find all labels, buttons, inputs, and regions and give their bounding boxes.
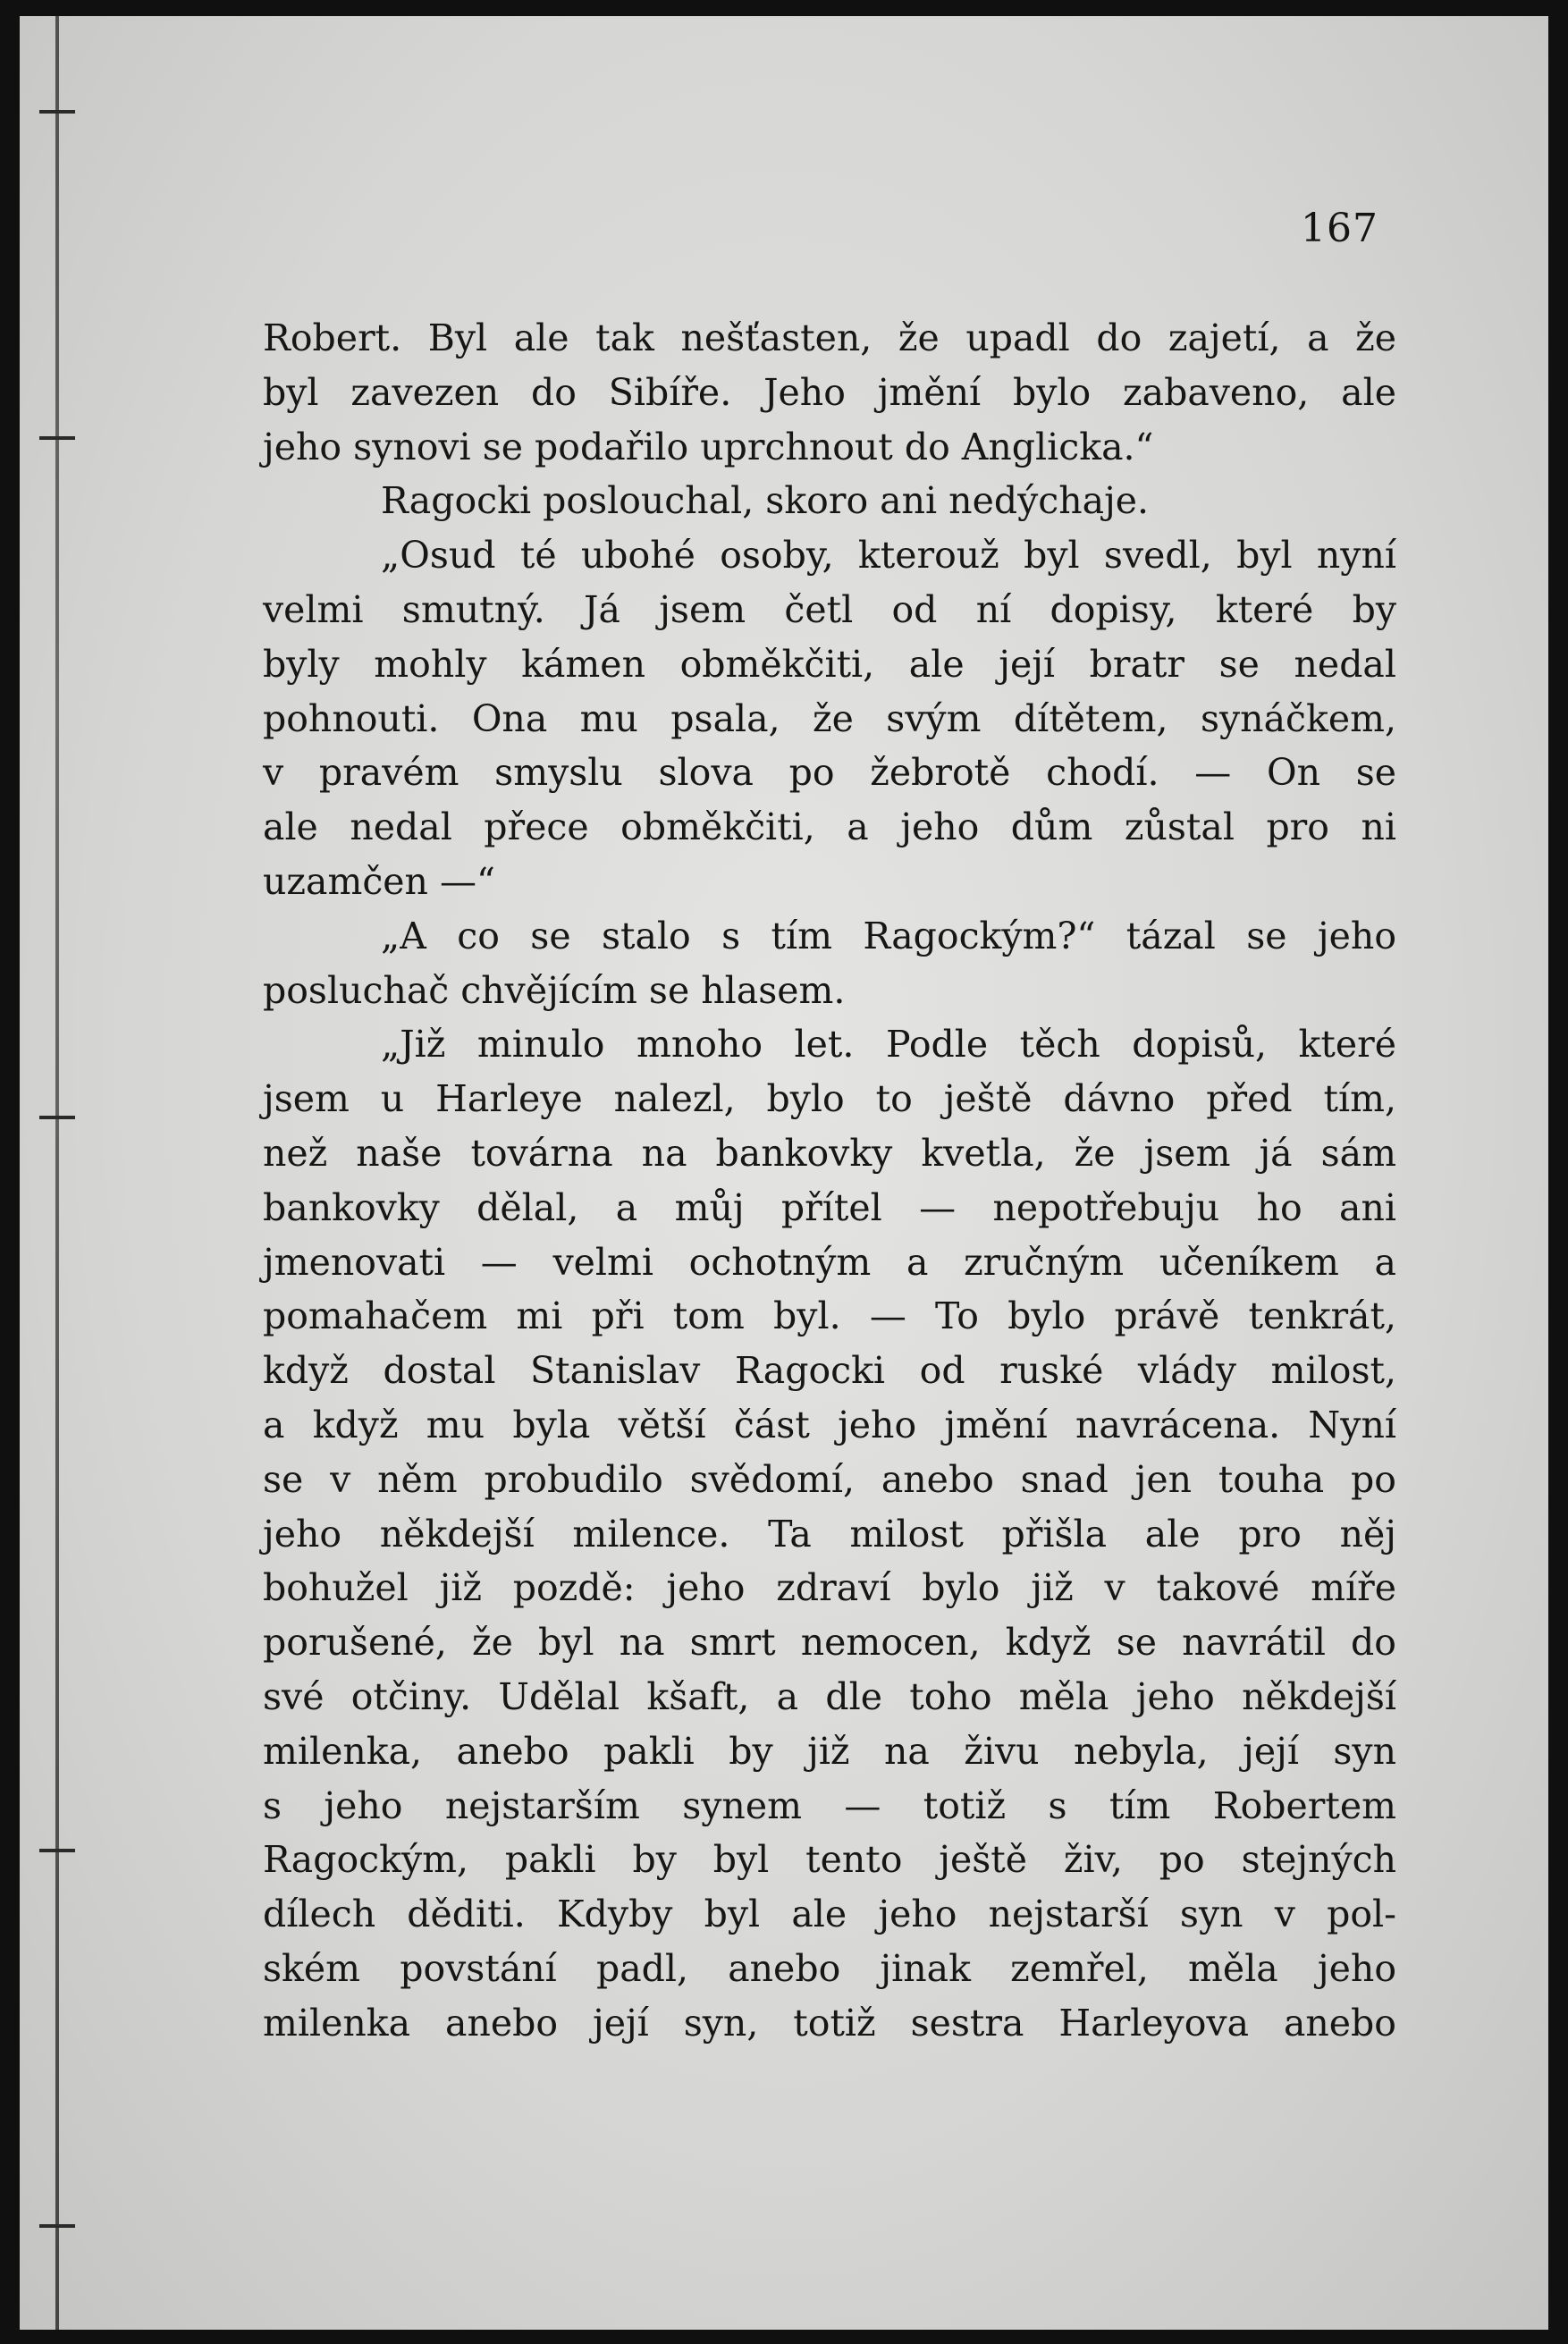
text-line: „Osud té ubohé osoby, kterouž byl svedl, byl nyní bbox=[381, 534, 1396, 578]
binding-mark bbox=[39, 2224, 75, 2228]
text-line: jsem u Harleye nalezl, bylo to ještě dávno před tím, bbox=[263, 1077, 1396, 1121]
binding-edge bbox=[55, 16, 59, 2330]
text-line: Ragockým, pakli by byl tento ještě živ, po stejných bbox=[263, 1838, 1396, 1882]
text-line: ském povstání padl, anebo jinak zemřel, měla jeho bbox=[263, 1946, 1396, 1990]
text-line: dílech děditi. Kdyby byl ale jeho nejstarší syn v pol- bbox=[263, 1893, 1396, 1936]
text-line: bankovky dělal, a můj přítel — nepotřebuju ho ani bbox=[263, 1185, 1396, 1229]
text-line: Ragocki poslouchal, skoro ani nedýchaje. bbox=[381, 479, 1150, 523]
text-line: jmenovati — velmi ochotným a zručným učeníkem a bbox=[263, 1240, 1396, 1284]
binding-mark bbox=[39, 436, 75, 440]
text-line: když dostal Stanislav Ragocki od ruské vlády milost, bbox=[263, 1349, 1396, 1393]
page-number: 167 bbox=[1301, 206, 1378, 251]
text-line: porušené, že byl na smrt nemocen, když se navrátil do bbox=[263, 1621, 1396, 1665]
text-line: byly mohly kámen obměkčiti, ale její bratr se nedal bbox=[263, 642, 1396, 686]
text-line: pomahačem mi při tom byl. — To bylo právě tenkrát, bbox=[263, 1294, 1396, 1338]
binding-mark bbox=[39, 110, 75, 114]
text-line: uzamčen —“ bbox=[263, 859, 495, 903]
text-line: posluchač chvějícím se hlasem. bbox=[263, 968, 846, 1012]
text-line: „A co se stalo s tím Ragockým?“ tázal se jeho bbox=[381, 914, 1396, 957]
text-line: své otčiny. Udělal kšaft, a dle toho měla jeho někdejší bbox=[263, 1674, 1396, 1718]
text-line: bohužel již pozdě: jeho zdraví bylo již v takové míře bbox=[263, 1566, 1396, 1610]
text-line: byl zavezen do Sibíře. Jeho jmění bylo zabaveno, ale bbox=[263, 370, 1396, 414]
text-line: se v něm probudilo svědomí, anebo snad jen touha po bbox=[263, 1457, 1396, 1501]
text-line: „Již minulo mnoho let. Podle těch dopisů, které bbox=[381, 1023, 1396, 1067]
book-page bbox=[20, 16, 1548, 2330]
text-line: v pravém smyslu slova po žebrotě chodí. — On se bbox=[263, 751, 1396, 795]
body-text bbox=[263, 311, 1396, 2051]
text-line: a když mu byla větší část jeho jmění navrácena. Nyní bbox=[263, 1403, 1396, 1446]
text-line: milenka anebo její syn, totiž sestra Harleyova anebo bbox=[263, 2001, 1396, 2045]
binding-mark bbox=[39, 1116, 75, 1119]
text-line: ale nedal přece obměkčiti, a jeho dům zůstal pro ni bbox=[263, 805, 1396, 849]
text-line: milenka, anebo pakli by již na živu nebyla, její syn bbox=[263, 1729, 1396, 1773]
text-line: jeho někdejší milence. Ta milost přišla ale pro něj bbox=[263, 1512, 1396, 1556]
text-line: s jeho nejstarším synem — totiž s tím Robertem bbox=[263, 1783, 1396, 1827]
binding-mark bbox=[39, 1849, 75, 1852]
text-line: než naše továrna na bankovky kvetla, že jsem já sám bbox=[263, 1131, 1396, 1175]
text-line: Robert. Byl ale tak nešťasten, že upadl do zajetí, a že bbox=[263, 316, 1396, 359]
text-line: velmi smutný. Já jsem četl od ní dopisy, které by bbox=[263, 587, 1396, 631]
text-line: jeho synovi se podařilo uprchnout do Anglicka.“ bbox=[263, 425, 1154, 468]
text-line: pohnouti. Ona mu psala, že svým dítětem, synáčkem, bbox=[263, 696, 1396, 740]
